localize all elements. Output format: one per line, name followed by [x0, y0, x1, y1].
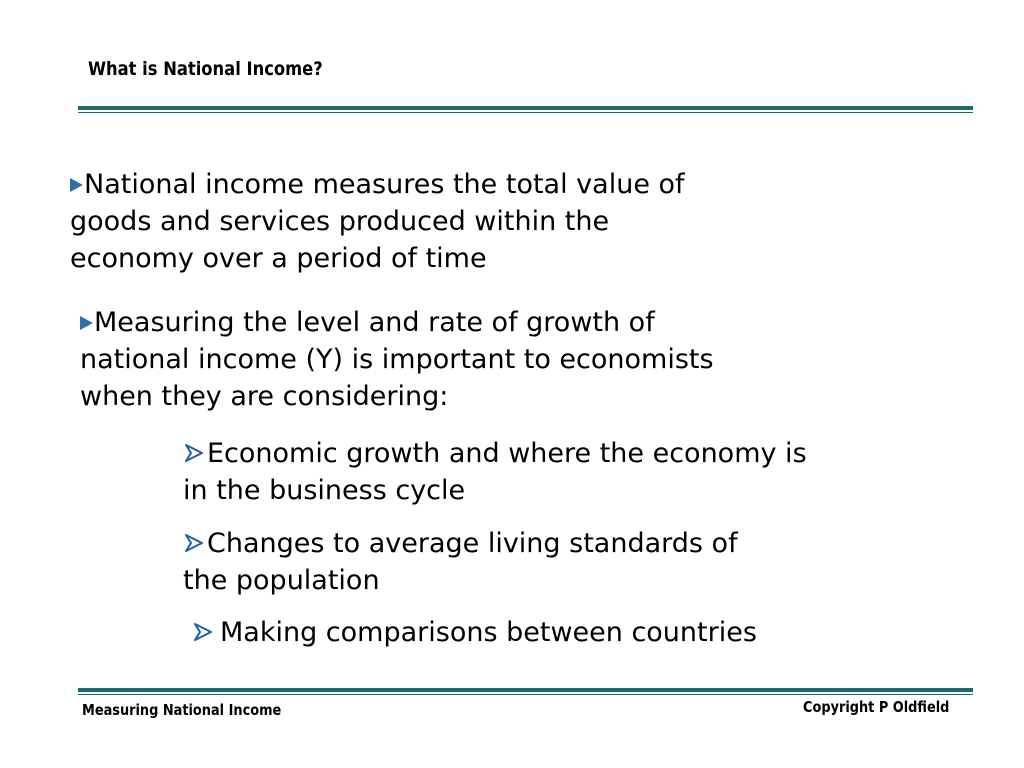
footer-divider — [78, 688, 973, 695]
triangle-bullet-icon — [80, 316, 93, 330]
footer-title: Measuring National Income — [82, 701, 282, 719]
subpoint-economic-growth — [183, 435, 807, 509]
bullet-line: economy over a period of time — [70, 243, 487, 274]
bullet-line: Economic growth and where the economy is — [183, 435, 807, 472]
bullet-point-measuring — [80, 304, 714, 415]
bullet-line: Changes to average living standards of — [183, 525, 738, 562]
arrow-bullet-icon — [183, 443, 205, 463]
bullet-line: Making comparisons between countries — [192, 614, 757, 651]
arrow-bullet-icon — [192, 622, 214, 642]
arrow-bullet-icon — [183, 533, 205, 553]
bullet-line: the population — [183, 565, 380, 596]
footer-copyright: Copyright P Oldfield — [803, 698, 950, 716]
triangle-bullet-icon — [70, 178, 83, 192]
bullet-line: national income (Y) is important to economists — [80, 344, 714, 375]
subpoint-living-standards — [183, 525, 738, 599]
bullet-line: goods and services produced within the — [70, 206, 610, 237]
bullet-line: when they are considering: — [80, 381, 449, 412]
header-divider — [78, 106, 973, 113]
bullet-line: Measuring the level and rate of growth of — [80, 304, 714, 341]
bullet-point-national-income — [70, 166, 685, 277]
slide-title: What is National Income? — [88, 58, 323, 80]
subpoint-comparisons — [192, 614, 757, 651]
bullet-line: in the business cycle — [183, 475, 466, 506]
bullet-line: National income measures the total value of — [70, 166, 685, 203]
